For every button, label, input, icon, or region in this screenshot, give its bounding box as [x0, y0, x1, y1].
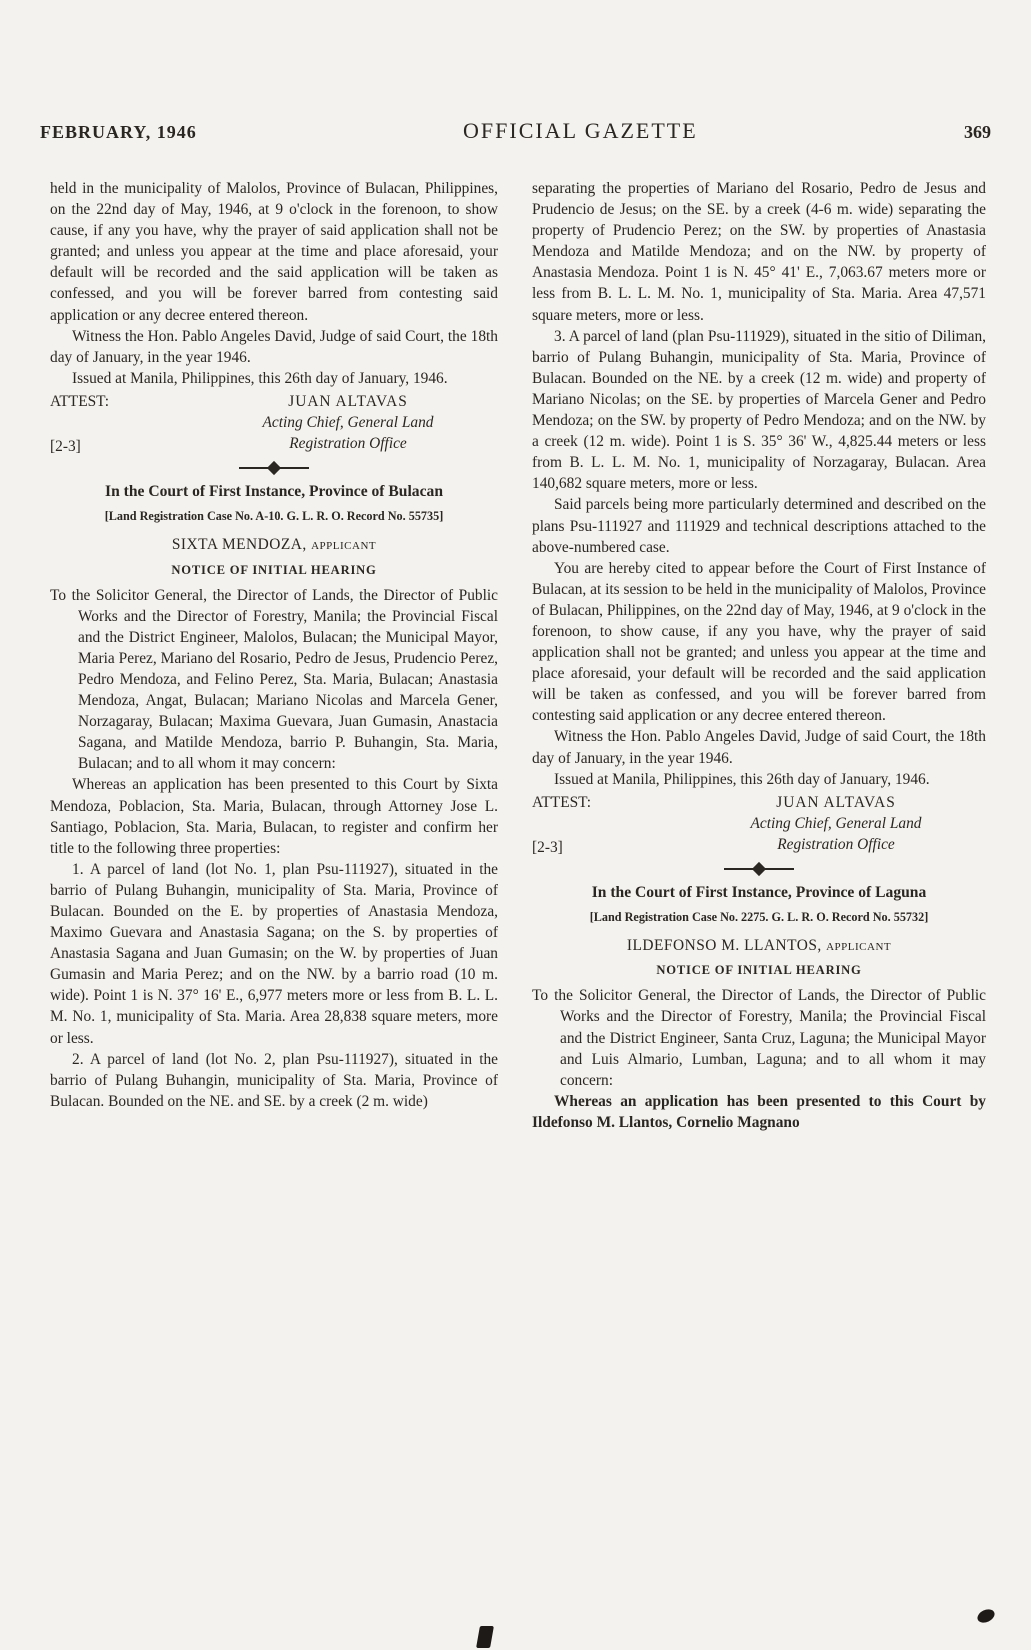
court-heading: In the Court of First Instance, Province of Bulacan — [105, 483, 443, 501]
signature-block — [198, 391, 498, 454]
addressee-paragraph: To the Solicitor General, the Director of Lands, the Director of Public Works and the Director of Forestry, Manila; the Provincial Fiscal and the District Engineer, Santa Cruz, Laguna; the Municipal Mayor and Luis Almario, Lumban, Laguna; and to all whom it may concern: — [532, 987, 986, 1089]
said-parcels-paragraph: Said parcels being more particularly determined and described on the plans Psu-111927 and 111929 and technical descriptions attached to the above-numbered case. — [532, 496, 986, 556]
left-column — [50, 178, 498, 1112]
signatory-name: JUAN ALTAVAS — [776, 793, 896, 811]
applicant-line: SIXTA MENDOZA, applicant — [171, 536, 377, 554]
series-number: [2-3] — [50, 438, 81, 456]
parcel-2-continuation: separating the properties of Mariano del Rosario, Pedro de Jesus and Prudencio de Jesus; on the SE. by a creek (4-6 m. wide) separating the property of Prudencio Perez; on the SW. by properties of Anastasia Mendoza and Matilde Mendoza; and on the NW. by property of Anastasia Mendoza. Point 1 is N. 45° 41' E., 7,063.67 meters more or less from B. L. L. M. No. 1, municipality of Sta. Maria. Area 47,571 square meters, more or less. — [532, 180, 986, 324]
issued-paragraph: Issued at Manila, Philippines, this 26th day of January, 1946. — [72, 369, 448, 387]
issued-paragraph: Issued at Manila, Philippines, this 26th day of January, 1946. — [554, 770, 930, 788]
signatory-title-line-1: Acting Chief, General Land — [750, 814, 922, 832]
attest-label: ATTEST: — [50, 392, 110, 410]
issue-date: FEBRUARY, 1946 — [40, 122, 197, 142]
case-reference: [Land Registration Case No. A-10. G. L. R. O. Record No. 55735] — [104, 509, 444, 524]
scan-mark — [476, 1626, 494, 1648]
publication-title: OFFICIAL GAZETTE — [463, 118, 698, 143]
signature-block — [686, 792, 986, 855]
whereas-paragraph: Whereas an application has been presented to this Court by Ildefonso M. Llantos, Cornelio Magnano — [532, 1092, 986, 1131]
notice-title: NOTICE OF INITIAL HEARING — [171, 562, 377, 577]
parcel-2-paragraph: 2. A parcel of land (lot No. 2, plan Psu-111927), situated in the barrio of Pulang Buhangin, municipality of Sta. Maria, Province of Bulacan. Bounded on the NE. and SE. by a creek (2 m. wide) — [50, 1050, 498, 1110]
signatory-title-line-2: Registration Office — [289, 435, 407, 453]
case-reference: [Land Registration Case No. 2275. G. L. R. O. Record No. 55732] — [589, 910, 929, 925]
notice-continuation: held in the municipality of Malolos, Province of Bulacan, Philippines, on the 22nd day of May, 1946, at 9 o'clock in the forenoon, to show cause, if any you have, why the prayer of said application shall not be granted; and unless you appear at the time and place aforesaid, your default will be recorded and the said application will be taken as confessed, and you will be forever barred from contesting said application or any decree entered thereon. — [50, 180, 498, 324]
parcel-3-paragraph: 3. A parcel of land (plan Psu-111929), situated in the sitio of Diliman, barrio of Pulang Buhangin, municipality of Sta. Maria, Province of Bulacan. Bounded on the NE. by a creek (12 m. wide) and property of Mariano Nicolas; on the SE. by properties of Marcela Gener and Pedro Mendoza; on the SW. by property of Pedro Mendoza; and on the NW. by a creek (12 m. wide). Point 1 is S. 35° 36' W., 4,825.44 meters or less from B. L. L. M. No. 1, municipality of Norzagaray, Bulacan. Area 140,682 square meters, more or less. — [532, 327, 986, 493]
applicant-line: ILDEFONSO M. LLANTOS, applicant — [626, 937, 892, 955]
right-column — [532, 178, 986, 1133]
court-heading: In the Court of First Instance, Province of Laguna — [591, 884, 927, 902]
parcel-1-paragraph: 1. A parcel of land (lot No. 1, plan Psu-111927), situated in the barrio of Pulang Buhangin, municipality of Sta. Maria, Province of Bulacan. Bounded on the E. by properties of Anastasia Mendoza, Maximo Guevara and Anastasia Sagana; on the S. by properties of Anastasia Sagana and Juan Gumasin; on the W. by properties of Juan Gumasin and Maria Perez; and on the NW. by a barrio road (10 m. wide). Point 1 is N. 37° 16' E., 6,977 meters more or less from B. L. L. M. No. 1, municipality of Sta. Maria. Area 28,838 square meters, more or less. — [50, 860, 498, 1047]
witness-paragraph: Witness the Hon. Pablo Angeles David, Judge of said Court, the 18th day of January, in the year 1946. — [532, 728, 986, 767]
citation-paragraph: You are hereby cited to appear before the Court of First Instance of Bulacan, at its session to be held in the municipality of Malolos, Province of Bulacan, Philippines, on the 22nd day of May, 1946, at 9 o'clock in the forenoon, to show cause, if any you have, why the prayer of said application shall not be granted; and unless you appear at the time and place aforesaid, your default will be recorded and the said application will be taken as confessed, and you will be forever barred from contesting said application or any decree entered thereon. — [532, 559, 986, 725]
signatory-name: JUAN ALTAVAS — [288, 392, 408, 410]
addressee-paragraph: To the Solicitor General, the Director of Lands, the Director of Public Works and the Director of Forestry, Manila; the Provincial Fiscal and the District Engineer, Malolos, Bulacan; the Municipal Mayor, Maria Perez, Mariano del Rosario, Pedro de Jesus, Prudencio Perez, Pedro Mendoza, and Felino Perez, Sta. Maria, Bulacan; Anastasia Mendoza, Angat, Bulacan; Mariano Nicolas and Marcela Gener, Norzagaray, Bulacan; Maxima Guevara, Juan Gumasin, Anastacia Sagana, and Matilde Mendoza, barrio P. Buhangin, Sta. Maria, Bulacan; and to all whom it may concern: — [50, 586, 498, 773]
signatory-title-line-1: Acting Chief, General Land — [262, 414, 434, 432]
notice-title: NOTICE OF INITIAL HEARING — [656, 963, 862, 978]
section-divider — [724, 868, 794, 870]
signatory-title-line-2: Registration Office — [777, 835, 895, 853]
scan-mark — [975, 1607, 996, 1625]
witness-paragraph: Witness the Hon. Pablo Angeles David, Judge of said Court, the 18th day of January, in the year 1946. — [50, 327, 498, 366]
whereas-paragraph: Whereas an application has been presented to this Court by Sixta Mendoza, Poblacion, Sta. Maria, Bulacan, through Attorney Jose L. Santiago, Poblacion, Sta. Maria, Bulacan, to register and confirm her title to the following three properties: — [50, 776, 498, 857]
section-divider — [239, 467, 309, 469]
series-number: [2-3] — [532, 839, 563, 856]
attest-label: ATTEST: — [532, 793, 592, 811]
page-number: 369 — [963, 122, 991, 142]
running-header — [40, 118, 991, 152]
